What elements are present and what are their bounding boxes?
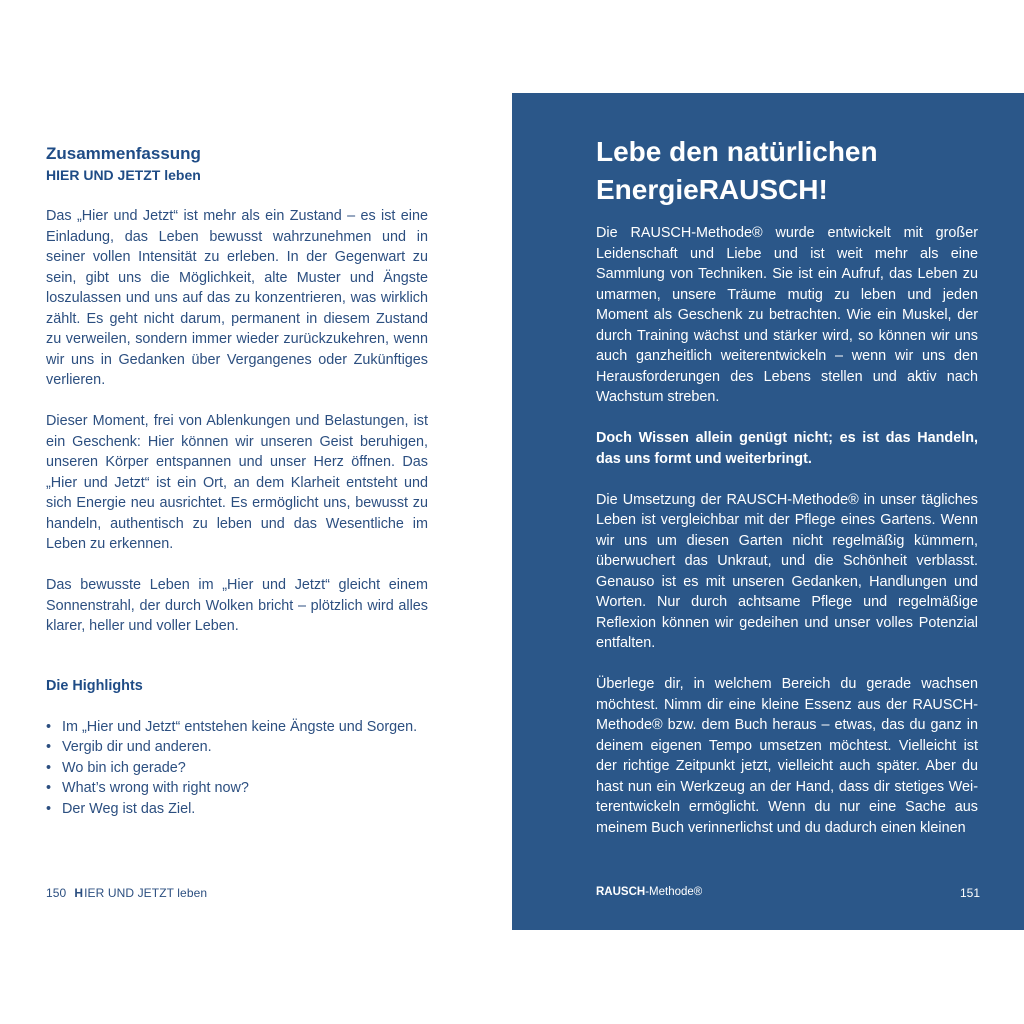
section-subtitle: HIER UND JETZT leben [46, 167, 201, 183]
bullet-icon: • [46, 739, 52, 755]
list-item-text: Wo bin ich gerade? [62, 759, 186, 776]
paragraph: Die RAUSCH-Methode® wurde entwickelt mit großer Leidenschaft und Liebe und ist weit mehr als eine Sammlung von Techniken. Sie ist ein Aufruf, das Leben zu umarmen, unsere Träume mutig zu leben und jeden Moment als Geschenk zu betrachten. Wie ein Muskel, der durch Training wächst und stärker wird, so können wir uns auch ganzheitlich weiterentwickeln – wenn wir uns den Herausforderungen des Lebens stellen und aktiv nach Wachstum streben. [596, 225, 978, 405]
bullet-icon: • [46, 800, 52, 817]
left-page-footer [46, 886, 207, 900]
brand-bold: RAUSCH [596, 886, 646, 898]
list-item [46, 717, 428, 738]
page-number: 151 [960, 886, 981, 900]
running-title: IER UND JETZT leben [84, 886, 208, 900]
left-page-content [46, 143, 428, 819]
bullet-icon: • [46, 780, 52, 796]
right-page-footer-brand [596, 886, 702, 898]
page-title-line-2: EnergieRAUSCH! [596, 174, 828, 205]
page-number: 150 [46, 886, 67, 900]
list-item [46, 737, 428, 758]
bullet-icon: • [46, 759, 52, 776]
list-item [46, 758, 428, 779]
paragraph: Das bewusste Leben im „Hier und Jetzt“ gleicht einem Sonnenstrahl, der durch Wolken bricht – plötzlich wird alles klarer, heller und voller Leben. [46, 577, 428, 634]
paragraph: Die Umsetzung der RAUSCH-Methode® in unser tägliches Leben ist vergleichbar mit der Pflege eines Gartens. Wenn wir uns um diesen Garten nicht regelmäßig kümmern, überwuchert das Unkraut, und die Schönheit verblasst. Genauso ist es mit unseren Gedanken, Handlungen und Worten. Nur durch achtsame Pflege und regelmäßige Reflexion können wir gedeihen und unser volles Potenzial entfalten. [596, 491, 978, 651]
right-page-content [596, 133, 978, 859]
list-item-text: Vergib dir und anderen. [62, 739, 212, 755]
highlights-title: Die Highlights [46, 677, 143, 694]
list-item-text: Im „Hier und Jetzt“ entstehen keine Ängste und Sorgen. [62, 718, 418, 735]
page-title [596, 133, 978, 209]
paragraph: Dieser Moment, frei von Ablenkungen und Belastungen, ist ein Geschenk: Hier können wir unseren Geist beruhigen, unseren Körper entspannen und unser Herz öffnen. Das „Hier und Jetzt“ ist ein Ort, an dem Klarheit entsteht und sich Energie neu ausrichtet. Es ermöglicht uns, bewusst zu handeln, authentisch zu leben und das Wesentliche im Leben zu erkennen. [46, 413, 428, 552]
running-title-initial: H [74, 886, 84, 900]
highlights-list [46, 717, 428, 820]
paragraph: Überlege dir, in welchem Bereich du gerade wachsen möchtest. Nimm dir eine kleine Essenz aus der RAUSCH-Methode® bzw. dem Buch heraus – etwas, das du ganz in deinem eigenen Tempo umsetzen möchtest. Vielleicht ist der richtige Zeitpunkt jetzt, vielleicht auch später. Aber du hast nun ein Werkzeug an der Hand, dass dir stetiges Weiterentwickeln ermöglicht. Wenn du nur eine Sache aus meinem Buch verinnerlichst und du dadurch einen kleinen [596, 676, 978, 836]
section-title: Zusammenfassung [46, 144, 201, 163]
list-item [46, 799, 428, 820]
brand-rest: -Methode® [645, 886, 703, 898]
paragraph: Das „Hier und Jetzt“ ist mehr als ein Zustand – es ist eine Einladung, das Leben bewusst wahrzunehmen und in seiner vollen Intensität zu erleben. In der Gegenwart zu sein, gibt uns die Möglichkeit, alte Muster und Ängste loszulassen und uns auf das zu konzentrieren, was wirklich zählt. Es geht nicht darum, permanent in diesem Zustand zu verweilen, sondern immer wieder zurückzukehren, wenn wir uns in Gedanken über Vergangenes oder Zukünftiges verlieren. [46, 208, 428, 388]
page-title-line-1: Lebe den natürlichen [596, 136, 878, 167]
list-item [46, 778, 428, 799]
bold-statement: Doch Wissen allein genügt nicht; es ist das Handeln, das uns formt und weiterbringt. [596, 430, 978, 467]
list-item-text: What’s wrong with right now? [62, 780, 249, 796]
list-item-text: Der Weg ist das Ziel. [62, 800, 196, 817]
right-page-panel [512, 93, 1024, 930]
bullet-icon: • [46, 718, 52, 735]
